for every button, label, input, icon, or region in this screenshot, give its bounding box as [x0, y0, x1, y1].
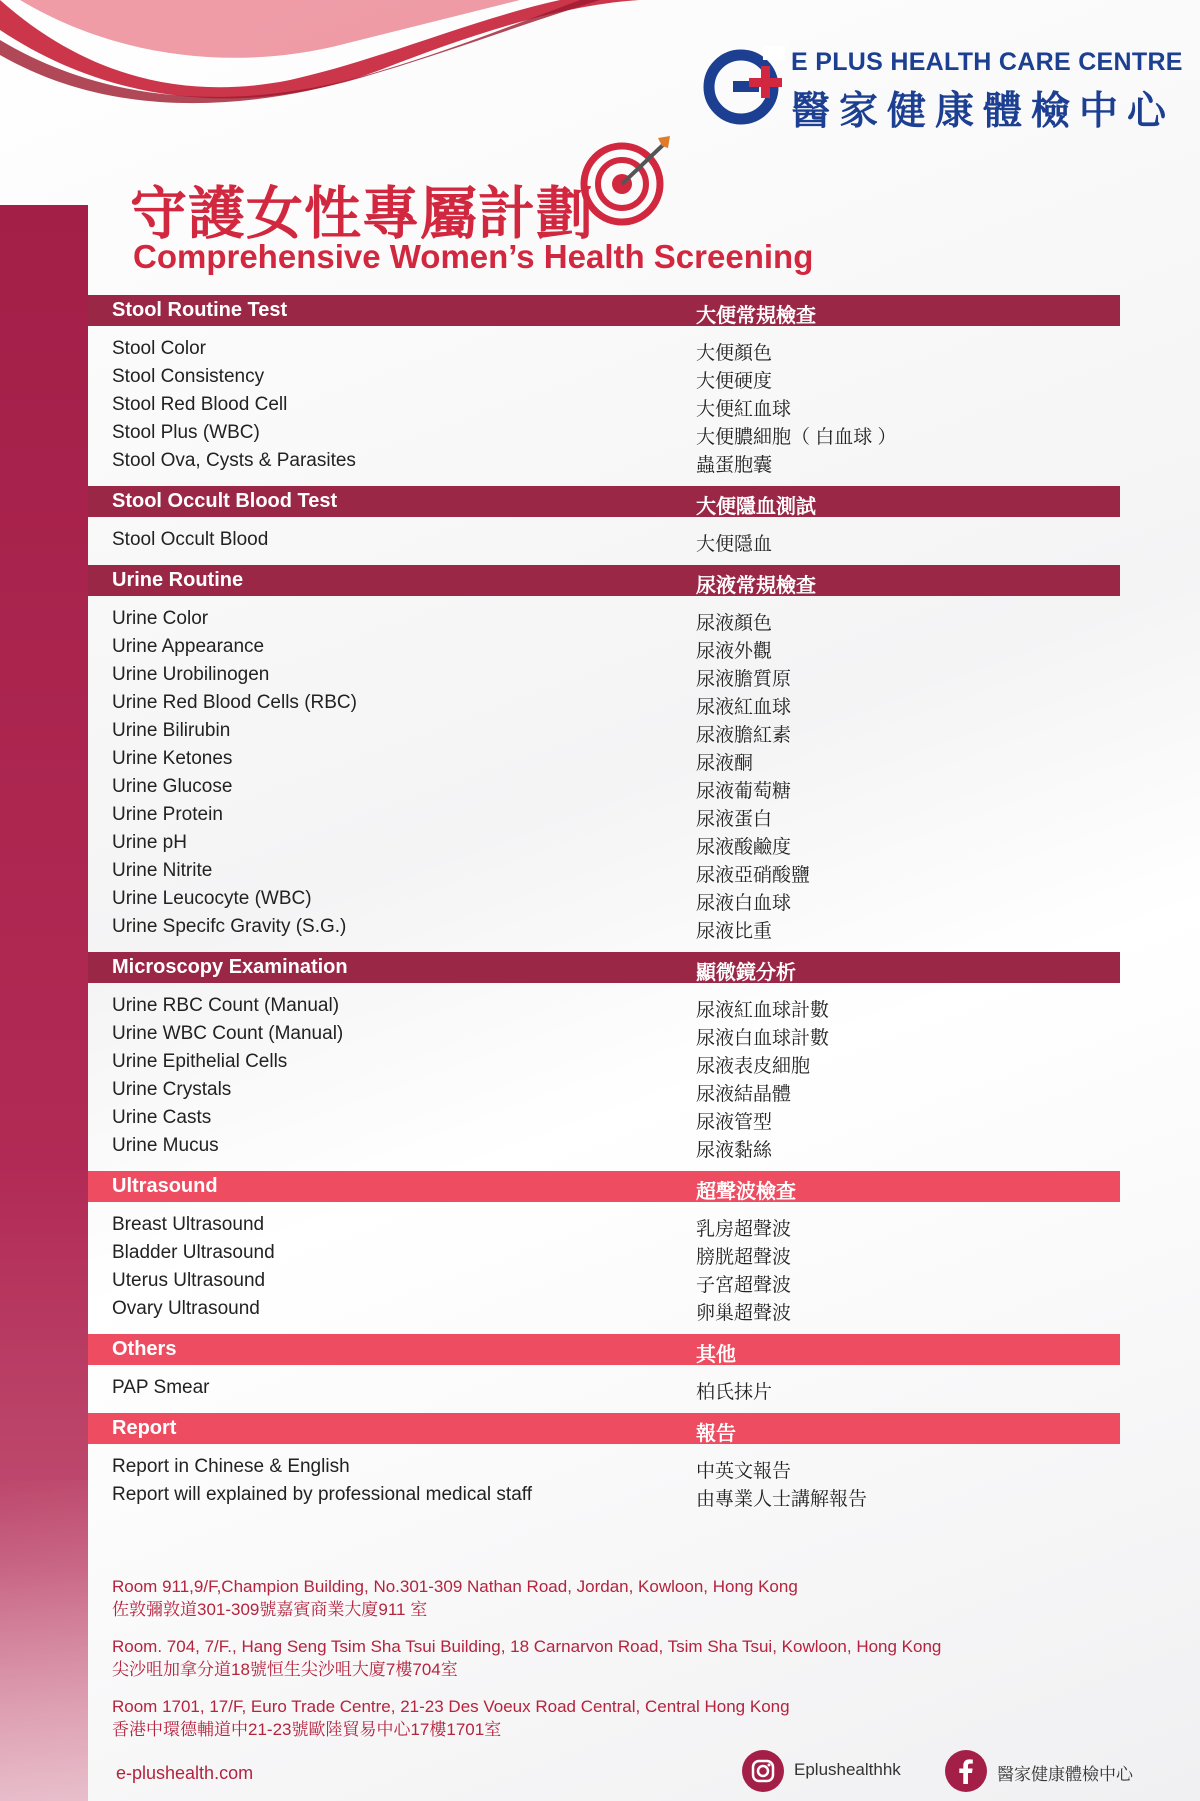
brand-name-zh: 醫家健康體檢中心 — [791, 90, 1176, 133]
test-item — [88, 1131, 1120, 1159]
test-item — [88, 1373, 1120, 1401]
section-title-en: Ultrasound — [112, 1175, 218, 1197]
address-list — [112, 1575, 941, 1755]
test-item-en: Stool Occult Blood — [112, 529, 269, 550]
test-item-en: Ovary Ultrasound — [112, 1298, 260, 1319]
section-title-zh: 大便隱血測試 — [696, 496, 816, 518]
section-title-zh: 尿液常規檢查 — [696, 575, 816, 597]
instagram-icon — [742, 1750, 784, 1792]
brand-logo — [703, 42, 1183, 132]
test-item-en: Breast Ultrasound — [112, 1214, 265, 1235]
test-item-zh: 尿液紅血球計數 — [696, 1000, 830, 1021]
test-item-en: Urine Casts — [112, 1107, 212, 1128]
section-title-en: Microscopy Examination — [112, 956, 348, 978]
screening-sections — [88, 295, 1120, 1520]
test-item-en: Urine Mucus — [112, 1135, 219, 1156]
test-item-zh: 尿液管型 — [696, 1112, 773, 1133]
section-title-en: Stool Routine Test — [112, 299, 288, 321]
test-item — [88, 1103, 1120, 1131]
section — [88, 295, 1120, 474]
address-block — [112, 1575, 941, 1621]
test-item-zh: 尿液外觀 — [696, 641, 773, 662]
test-item-zh: 尿液結晶體 — [696, 1084, 792, 1105]
test-item-zh: 尿液白血球 — [696, 893, 792, 914]
address-zh: 香港中環德輔道中21-23號歐陸貿易中心17樓1701室 — [112, 1720, 502, 1739]
section — [88, 952, 1120, 1159]
test-item-en: Stool Consistency — [112, 366, 265, 387]
test-item-zh: 大便隱血 — [696, 534, 773, 555]
facebook-page-name: 醫家健康體檢中心 — [997, 1765, 1133, 1784]
section-items — [88, 1365, 1120, 1401]
address-en: Room 911,9/F,Champion Building, No.301-309 Nathan Road, Jordan, Kowloon, Hong Kong — [112, 1577, 798, 1596]
target-icon — [578, 132, 674, 228]
section-items — [88, 1202, 1120, 1322]
test-item — [88, 884, 1120, 912]
address-block — [112, 1635, 941, 1681]
test-item — [88, 912, 1120, 940]
test-item-en: Urine Glucose — [112, 776, 233, 797]
test-item — [88, 688, 1120, 716]
test-item-en: Report in Chinese & English — [112, 1456, 350, 1477]
test-item — [88, 1266, 1120, 1294]
test-item-zh: 尿液膽紅素 — [696, 725, 792, 746]
address-en: Room. 704, 7/F., Hang Seng Tsim Sha Tsui Building, 18 Carnarvon Road, Tsim Sha Tsui, Kowloon, Hong Kong — [112, 1637, 942, 1656]
facebook-icon — [945, 1750, 987, 1792]
test-item-zh: 尿液亞硝酸鹽 — [696, 865, 811, 886]
section-header — [88, 1413, 1120, 1444]
test-item-zh: 尿液表皮細胞 — [696, 1056, 811, 1077]
test-item-zh: 大便硬度 — [696, 371, 773, 392]
test-item — [88, 1047, 1120, 1075]
section-title-zh: 報告 — [696, 1423, 736, 1445]
section-title-zh: 顯微鏡分析 — [696, 962, 796, 984]
test-item-en: Uterus Ultrasound — [112, 1270, 266, 1291]
test-item — [88, 1075, 1120, 1103]
section-header — [88, 1334, 1120, 1365]
test-item-en: Urine Epithelial Cells — [112, 1051, 288, 1072]
test-item-en: Urine Bilirubin — [112, 720, 231, 741]
test-item-zh: 中英文報告 — [696, 1461, 792, 1482]
section-header — [88, 565, 1120, 596]
test-item — [88, 1019, 1120, 1047]
test-item-en: Stool Color — [112, 338, 206, 359]
test-item — [88, 334, 1120, 362]
test-item-zh: 尿液膽質原 — [696, 669, 792, 690]
e-plus-logo-icon — [703, 46, 785, 128]
test-item-zh: 蟲蛋胞囊 — [696, 455, 773, 476]
test-item — [88, 660, 1120, 688]
test-item — [88, 1452, 1120, 1480]
test-item-en: Urine Leucocyte (WBC) — [112, 888, 312, 909]
test-item — [88, 525, 1120, 553]
test-item — [88, 1210, 1120, 1238]
test-item-en: Stool Plus (WBC) — [112, 422, 260, 443]
test-item-zh: 大便膿細胞（ 白血球 ） — [696, 427, 897, 448]
test-item-zh: 卵巢超聲波 — [696, 1303, 792, 1324]
test-item-en: Stool Red Blood Cell — [112, 394, 288, 415]
decorative-ribbon — [0, 0, 700, 120]
test-item-en: Urine Nitrite — [112, 860, 213, 881]
test-item — [88, 418, 1120, 446]
test-item-en: PAP Smear — [112, 1377, 210, 1398]
test-item-en: Urine Crystals — [112, 1079, 232, 1100]
left-accent-shade — [0, 1480, 88, 1801]
section-items — [88, 596, 1120, 940]
address-en: Room 1701, 17/F, Euro Trade Centre, 21-23 Des Voeux Road Central, Central Hong Kong — [112, 1697, 790, 1716]
section — [88, 1171, 1120, 1322]
address-zh: 尖沙咀加拿分道18號恒生尖沙咀大廈7樓704室 — [112, 1660, 458, 1679]
test-item-en: Urine Red Blood Cells (RBC) — [112, 692, 357, 713]
test-item-zh: 尿液葡萄糖 — [696, 781, 792, 802]
section-title-zh: 大便常規檢查 — [696, 305, 816, 327]
test-item-zh: 尿液酮 — [696, 753, 754, 774]
instagram-handle: Eplushealthhk — [794, 1760, 901, 1779]
test-item — [88, 744, 1120, 772]
test-item-zh: 尿液黏絲 — [696, 1140, 773, 1161]
test-item — [88, 716, 1120, 744]
test-item-zh: 尿液蛋白 — [696, 809, 773, 830]
test-item-en: Report will explained by professional medical staff — [112, 1484, 532, 1505]
brand-name-en: E PLUS HEALTH CARE CENTRE — [791, 48, 1183, 76]
test-item-en: Urine WBC Count (Manual) — [112, 1023, 344, 1044]
test-item-en: Urine Protein — [112, 804, 223, 825]
section-title-en: Stool Occult Blood Test — [112, 490, 338, 512]
section-title-zh: 其他 — [696, 1344, 736, 1366]
test-item-zh: 柏氏抹片 — [696, 1382, 773, 1403]
address-block — [112, 1695, 941, 1741]
test-item-en: Urine Color — [112, 608, 209, 629]
section — [88, 1334, 1120, 1401]
test-item — [88, 390, 1120, 418]
test-item — [88, 1238, 1120, 1266]
test-item-en: Urine Specifc Gravity (S.G.) — [112, 916, 347, 937]
test-item-zh: 尿液紅血球 — [696, 697, 792, 718]
test-item-zh: 大便顏色 — [696, 343, 773, 364]
section-items — [88, 326, 1120, 474]
page-title-en: Comprehensive Women’s Health Screening — [133, 238, 814, 275]
section-header — [88, 295, 1120, 326]
test-item — [88, 1294, 1120, 1322]
test-item-zh: 膀胱超聲波 — [696, 1247, 792, 1268]
section-title-en: Report — [112, 1417, 177, 1439]
test-item-en: Urine pH — [112, 832, 187, 853]
test-item — [88, 991, 1120, 1019]
test-item-en: Urine Ketones — [112, 748, 233, 769]
test-item-zh: 尿液比重 — [696, 921, 773, 942]
test-item-en: Urine Appearance — [112, 636, 265, 657]
test-item — [88, 828, 1120, 856]
test-item — [88, 632, 1120, 660]
section-header — [88, 486, 1120, 517]
test-item — [88, 856, 1120, 884]
test-item-zh: 由專業人士講解報告 — [696, 1489, 868, 1510]
test-item-en: Stool Ova, Cysts & Parasites — [112, 450, 356, 471]
test-item — [88, 446, 1120, 474]
section-title-en: Others — [112, 1338, 177, 1360]
section-items — [88, 983, 1120, 1159]
test-item-en: Urine Urobilinogen — [112, 664, 270, 685]
section-items — [88, 1444, 1120, 1508]
section-items — [88, 517, 1120, 553]
section — [88, 486, 1120, 553]
test-item-zh: 尿液顏色 — [696, 613, 773, 634]
test-item — [88, 772, 1120, 800]
address-zh: 佐敦彌敦道301-309號嘉賓商業大廈911 室 — [112, 1600, 428, 1619]
section-header — [88, 952, 1120, 983]
test-item — [88, 604, 1120, 632]
test-item-zh: 乳房超聲波 — [696, 1219, 792, 1240]
section — [88, 565, 1120, 940]
page-title-zh: 守護女性專屬計劃 — [130, 182, 594, 246]
test-item — [88, 362, 1120, 390]
test-item-zh: 尿液酸鹼度 — [696, 837, 792, 858]
website-link[interactable]: e-plushealth.com — [116, 1763, 254, 1783]
test-item-en: Bladder Ultrasound — [112, 1242, 275, 1263]
test-item-zh: 子宮超聲波 — [696, 1275, 792, 1296]
test-item-en: Urine RBC Count (Manual) — [112, 995, 340, 1016]
section-title-en: Urine Routine — [112, 569, 244, 591]
section-header — [88, 1171, 1120, 1202]
test-item-zh: 尿液白血球計數 — [696, 1028, 830, 1049]
section-title-zh: 超聲波檢查 — [696, 1181, 796, 1203]
test-item — [88, 1480, 1120, 1508]
section — [88, 1413, 1120, 1508]
test-item-zh: 大便紅血球 — [696, 399, 792, 420]
test-item — [88, 800, 1120, 828]
